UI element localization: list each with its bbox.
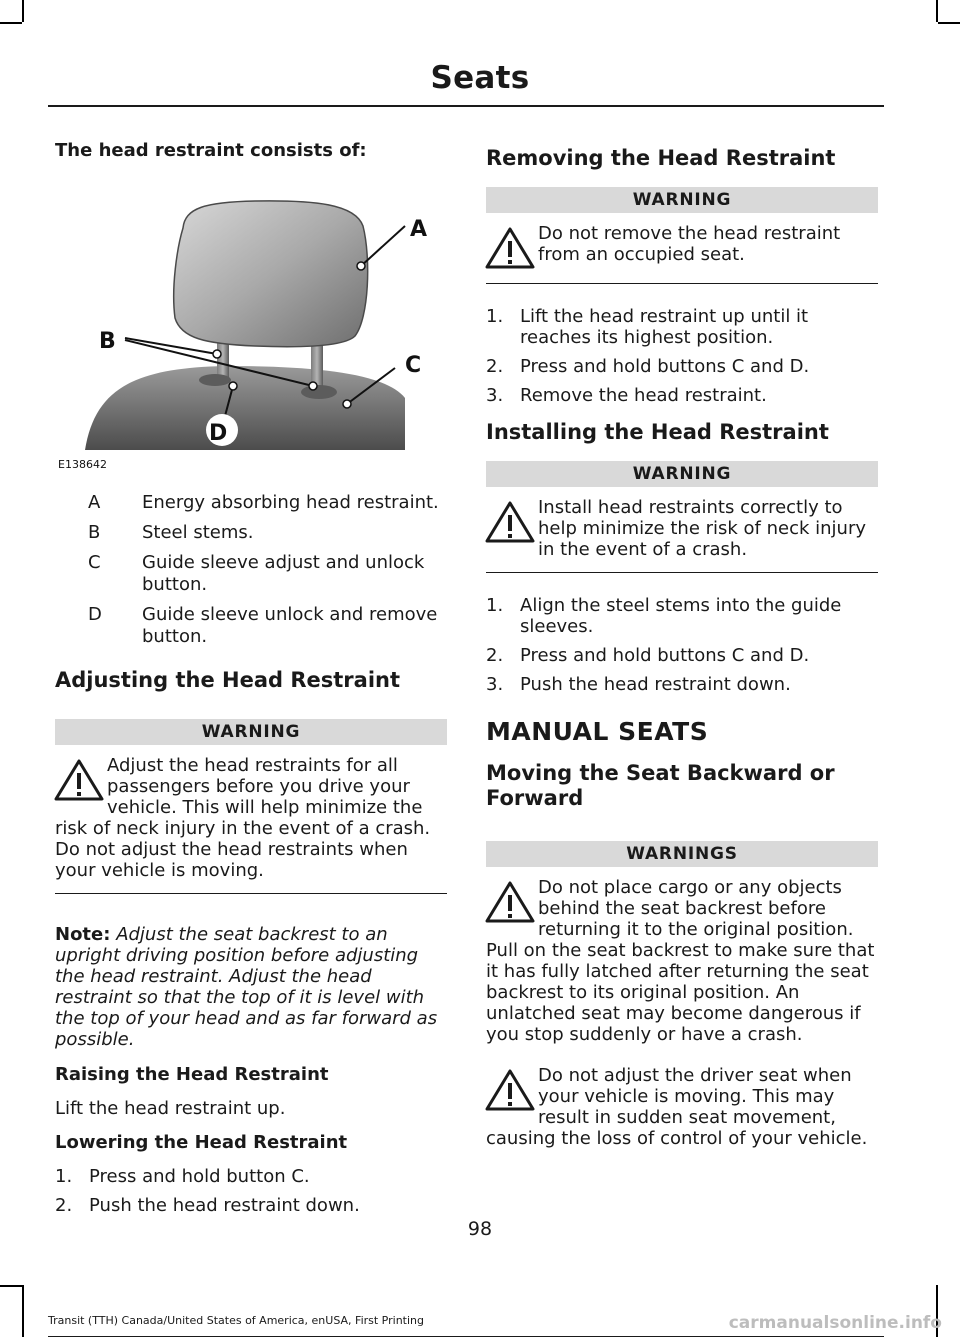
raising-heading: Raising the Head Restraint: [55, 1064, 329, 1085]
crop-mark: [22, 1285, 24, 1337]
watermark: carmanualsonline.info: [728, 1313, 942, 1333]
warning-triangle-icon: [484, 1067, 536, 1113]
warning-body: [486, 867, 878, 1051]
installing-warning: [486, 461, 878, 573]
warning-triangle-icon: [484, 499, 536, 545]
legend-item: [55, 604, 447, 648]
warning-text: Do not adjust the driver seat when your vehicle is moving. This may result in sudden seat movement, causing the loss of control of your vehicle.: [486, 1065, 868, 1149]
left-column: [55, 140, 447, 1224]
figure-label-d: D: [209, 421, 228, 446]
legend-item: [55, 552, 447, 596]
adjust-warning: [55, 719, 447, 894]
warning-divider: [486, 283, 878, 284]
head-restraint-figure: [55, 168, 447, 480]
warning-text: Install head restraints correctly to help minimize the risk of neck injury in the event of a crash.: [538, 497, 867, 560]
footer-text: Transit (TTH) Canada/United States of America, enUSA, First Printing: [48, 1314, 424, 1327]
adjust-heading: Adjusting the Head Restraint: [55, 668, 401, 692]
legend-key: C: [88, 552, 101, 573]
list-item: 1. Press and hold button C.: [55, 1166, 310, 1187]
warning-text: Do not remove the head restraint from an occupied seat.: [538, 223, 841, 265]
intro-text: The head restraint consists of:: [55, 140, 367, 161]
warning-divider: [486, 572, 878, 573]
crop-mark: [938, 22, 960, 24]
warning-body: [486, 213, 878, 284]
warning-triangle-icon: [484, 225, 536, 271]
list-item: 2. Press and hold buttons C and D.: [486, 645, 810, 666]
crop-mark: [0, 1285, 22, 1287]
removing-steps: [486, 306, 878, 406]
legend-item: [55, 522, 447, 544]
legend-text: Guide sleeve unlock and remove button.: [142, 604, 438, 647]
lowering-steps: [55, 1166, 447, 1216]
page-title: Seats: [430, 60, 530, 96]
warning-triangle-icon: [484, 879, 536, 925]
installing-steps: [486, 595, 878, 695]
list-item: 3. Remove the head restraint.: [486, 385, 767, 406]
list-item: 3. Push the head restraint down.: [486, 674, 791, 695]
removing-warning: [486, 187, 878, 284]
warning-title: WARNING: [486, 461, 878, 487]
legend-item: [55, 492, 447, 514]
warning-body: [486, 487, 878, 573]
page-number: 98: [467, 1218, 493, 1240]
note: [55, 924, 447, 1050]
moving-heading: Moving the Seat Backward or Forward: [486, 761, 835, 810]
list-item: 1. Align the steel stems into the guide sleeves.: [486, 595, 842, 637]
list-item: 1. Lift the head restraint up until it reaches its highest position.: [486, 306, 809, 348]
head-restraint-illustration: [55, 168, 447, 480]
warning-text: Do not place cargo or any objects behind the seat backrest before returning it to the original position. Pull on the seat backrest to make sure that it has fully latched after returning the seat backrest to its original position. An unlatched seat may become dangerous if you stop suddenly or have a crash.: [486, 877, 875, 1045]
right-column: [486, 146, 878, 1149]
figure-label-a: A: [410, 217, 428, 242]
moving-warnings: [486, 841, 878, 1149]
warning-title: WARNING: [486, 187, 878, 213]
warning-body: [486, 1051, 878, 1149]
note-text: Adjust the seat backrest to an upright driving position before adjusting the head restraint. Adjust the head restraint so that the top of it is level with the top of your head and as far forward as possible.: [55, 924, 438, 1050]
list-item: 2. Press and hold buttons C and D.: [486, 356, 810, 377]
installing-heading: Installing the Head Restraint: [486, 420, 829, 444]
legend-text: Guide sleeve adjust and unlock button.: [142, 552, 425, 595]
crop-mark: [936, 0, 938, 22]
legend-key: A: [88, 492, 101, 513]
note-label: Note:: [55, 924, 111, 945]
legend-text: Energy absorbing head restraint.: [142, 492, 439, 513]
warning-body: [55, 745, 447, 894]
legend-text: Steel stems.: [142, 522, 254, 543]
warning-title: WARNINGS: [486, 841, 878, 867]
crop-mark: [0, 22, 22, 24]
figure-code: E138642: [58, 458, 107, 471]
figure-label-c: C: [405, 353, 422, 378]
figure-legend: [55, 492, 447, 648]
warning-title: WARNING: [55, 719, 447, 745]
legend-key: B: [88, 522, 101, 543]
header-divider: [48, 105, 884, 107]
figure-label-b: B: [99, 329, 116, 354]
legend-key: D: [88, 604, 102, 625]
crop-mark: [22, 0, 24, 22]
lowering-heading: Lowering the Head Restraint: [55, 1132, 348, 1153]
removing-heading: Removing the Head Restraint: [486, 146, 836, 170]
warning-divider: [55, 893, 447, 894]
warning-triangle-icon: [53, 757, 105, 803]
warning-text: Adjust the head restraints for all passengers before you drive your vehicle. This will help minimize the risk of neck injury in the event of a crash. Do not adjust the head restraints when your vehicle is moving.: [55, 755, 431, 881]
manual-seats-heading: MANUAL SEATS: [486, 717, 709, 746]
raising-text: Lift the head restraint up.: [55, 1098, 286, 1119]
list-item: 2. Push the head restraint down.: [55, 1195, 360, 1216]
